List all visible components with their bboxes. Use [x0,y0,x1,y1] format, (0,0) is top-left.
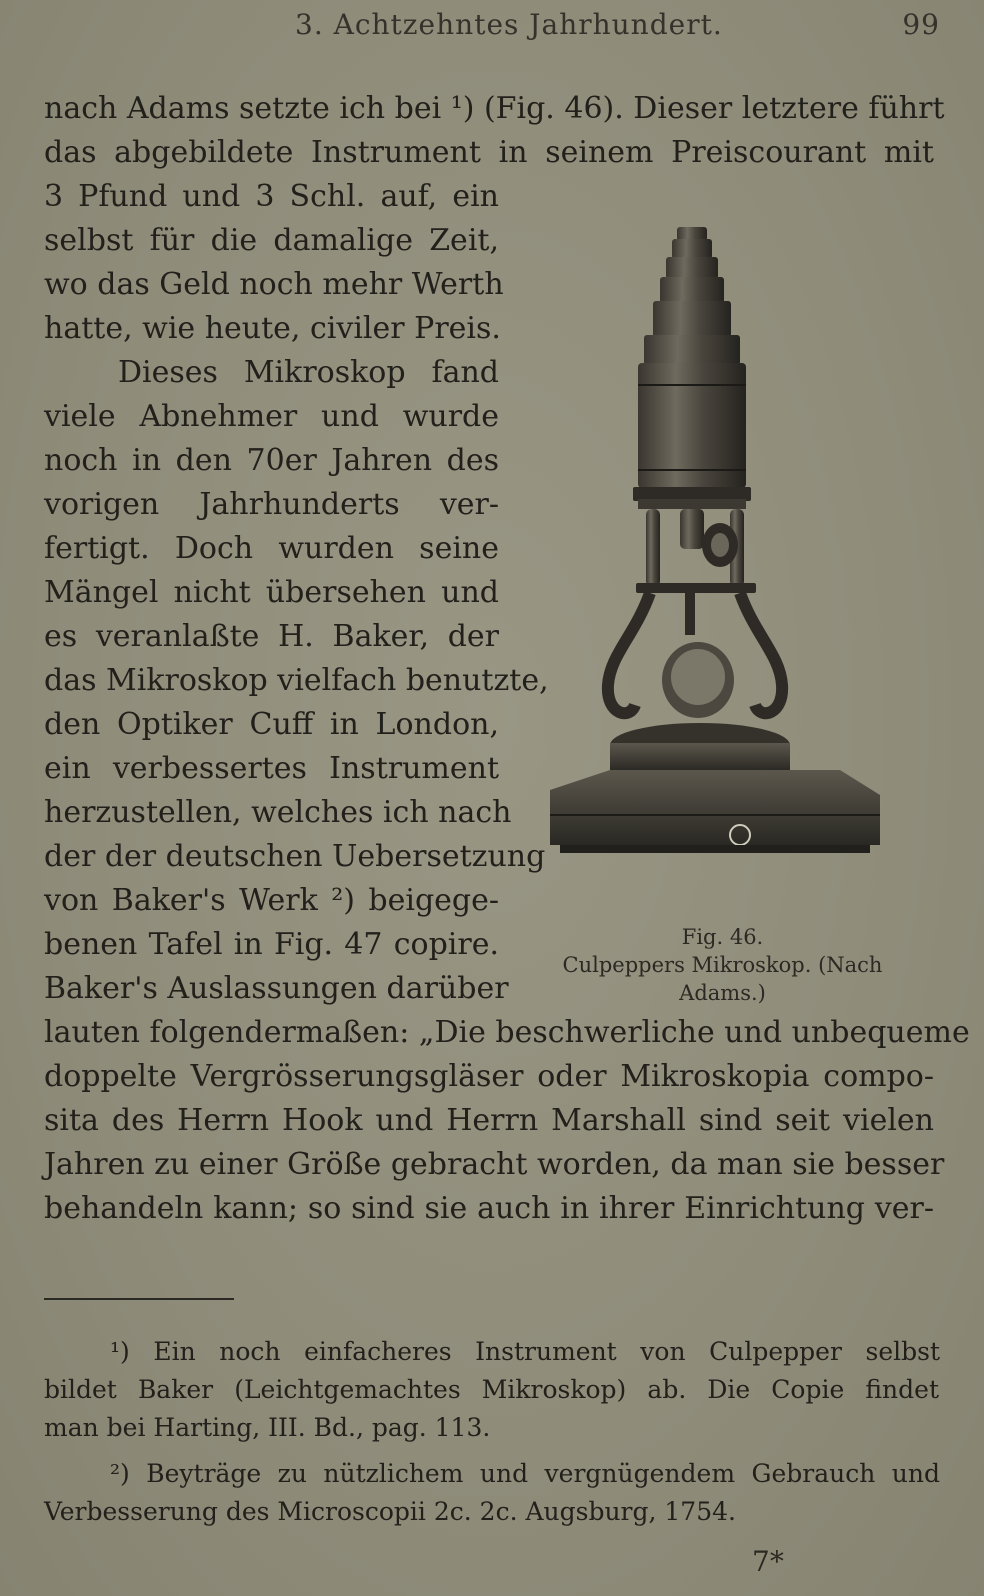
footnote-line: bildet Baker (Leichtgemachtes Mikroskop) ab. Die Copie findet [44,1375,939,1404]
text-line: Dieses Mikroskop fand [118,355,499,390]
text-line: benen Tafel in Fig. 47 copire. [44,927,499,962]
footnote-line: ¹) Ein noch einfacheres Instrument von Culpepper selbst [110,1337,940,1366]
text-line: es veranlaßte H. Baker, der [44,619,499,654]
text-line: behandeln kann; so sind sie auch in ihrer Einrichtung ver- [44,1191,934,1226]
text-line: selbst für die damalige Zeit, [44,223,499,258]
text-line: noch in den 70er Jahren des [44,443,499,478]
figure-caption: Culpeppers Mikroskop. (Nach [562,953,883,977]
text-line: herzustellen, welches ich nach [44,795,512,830]
text-line: das abgebildete Instrument in seinem Preiscourant mit [44,135,934,170]
text-line: Baker's Auslassungen darüber [44,971,509,1006]
text-line: vorigen Jahrhunderts ver- [44,487,499,522]
figure-label: Fig. 46. [681,925,764,949]
signature-mark: 7* [752,1545,784,1578]
footnote-line: man bei Harting, III. Bd., pag. 113. [44,1413,491,1442]
text-line: 3 Pfund und 3 Schl. auf, ein [44,179,499,214]
text-line: Jahren zu einer Größe gebracht worden, da man sie besser [44,1147,945,1182]
figure-caption-2: Adams.) [679,981,766,1005]
microscope-illustration [540,215,895,895]
text-line: wo das Geld noch mehr Werth [44,267,504,302]
text-line: lauten folgendermaßen: „Die beschwerliche und unbequeme [44,1015,970,1050]
text-line: den Optiker Cuff in London, [44,707,499,742]
text-line: viele Abnehmer und wurde [44,399,499,434]
text-line: nach Adams setzte ich bei ¹) (Fig. 46). Dieser letztere führt [44,91,945,126]
text-line: Mängel nicht übersehen und [44,575,499,610]
text-line: fertigt. Doch wurden seine [44,531,499,566]
text-line: das Mikroskop vielfach benutzte, [44,663,549,698]
text-line: der der deutschen Uebersetzung [44,839,546,874]
footnote-line: ²) Beyträge zu nützlichem und vergnügendem Gebrauch und [110,1459,940,1488]
text-line: sita des Herrn Hook und Herrn Marshall sind seit vielen [44,1103,934,1138]
text-line: hatte, wie heute, civiler Preis. [44,311,501,346]
running-header [40,8,940,48]
page-number: 99 [902,8,940,41]
text-line: von Baker's Werk ²) beigege- [44,883,499,918]
text-line: ein verbessertes Instrument [44,751,499,786]
footnote-line: Verbesserung des Microscopii 2c. 2c. Augsburg, 1754. [44,1497,736,1526]
chapter-title: 3. Achtzehntes Jahrhundert. [295,8,723,41]
footnote-divider [44,1298,234,1300]
text-line: doppelte Vergrösserungsgläser oder Mikroskopia compo- [44,1059,934,1094]
